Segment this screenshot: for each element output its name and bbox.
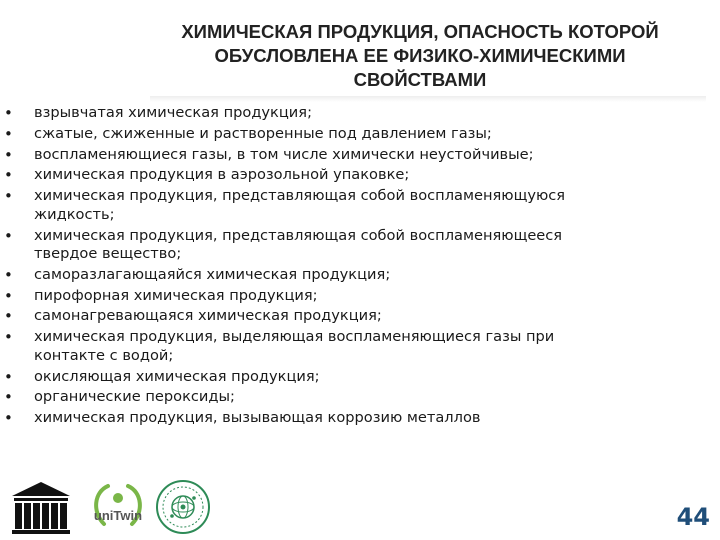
footer-logos [10,478,230,538]
page-number: 44 [676,503,710,531]
title-underline [150,96,706,102]
list-item: • пирофорная химическая продукция; [4,287,614,306]
unitwin-logo-icon [88,482,148,540]
list-item: • саморазлагающаяйся химическая продукция; [4,266,614,285]
list-item: • взрывчатая химическая продукция; [4,104,614,123]
list-item: • химическая продукция, представляющая собой воспламеняющуюся жидкость; [4,187,614,224]
list-item: • химическая продукция в аэрозольной упаковке; [4,166,614,185]
unesco-logo-icon [10,480,72,540]
list-item: • сжатые, сжиженные и растворенные под давлением газы; [4,125,614,144]
list-item: • самонагревающаяся химическая продукция; [4,307,614,326]
university-seal-icon [154,478,212,540]
slide-title: ХИМИЧЕСКАЯ ПРОДУКЦИЯ, ОПАСНОСТЬ КОТОРОЙ ОБУСЛОВЛЕНА ЕЕ ФИЗИКО-ХИМИЧЕСКИМИ СВОЙСТВАМИ [181,21,659,90]
list-item: • химическая продукция, представляющая собой воспламеняющееся твердое вещество; [4,227,614,264]
list-item: • химическая продукция, выделяющая воспламеняющиеся газы при контакте с водой; [4,328,614,365]
list-item: • воспламеняющиеся газы, в том числе химически неустойчивые; [4,146,614,165]
list-item: • органические пероксиды; [4,388,614,407]
list-item: • химическая продукция, вызывающая коррозию металлов [4,409,614,428]
svg-text:uniTwin: uniTwin [93,508,143,523]
hazard-list [4,104,614,430]
list-item: • окисляющая химическая продукция; [4,368,614,387]
